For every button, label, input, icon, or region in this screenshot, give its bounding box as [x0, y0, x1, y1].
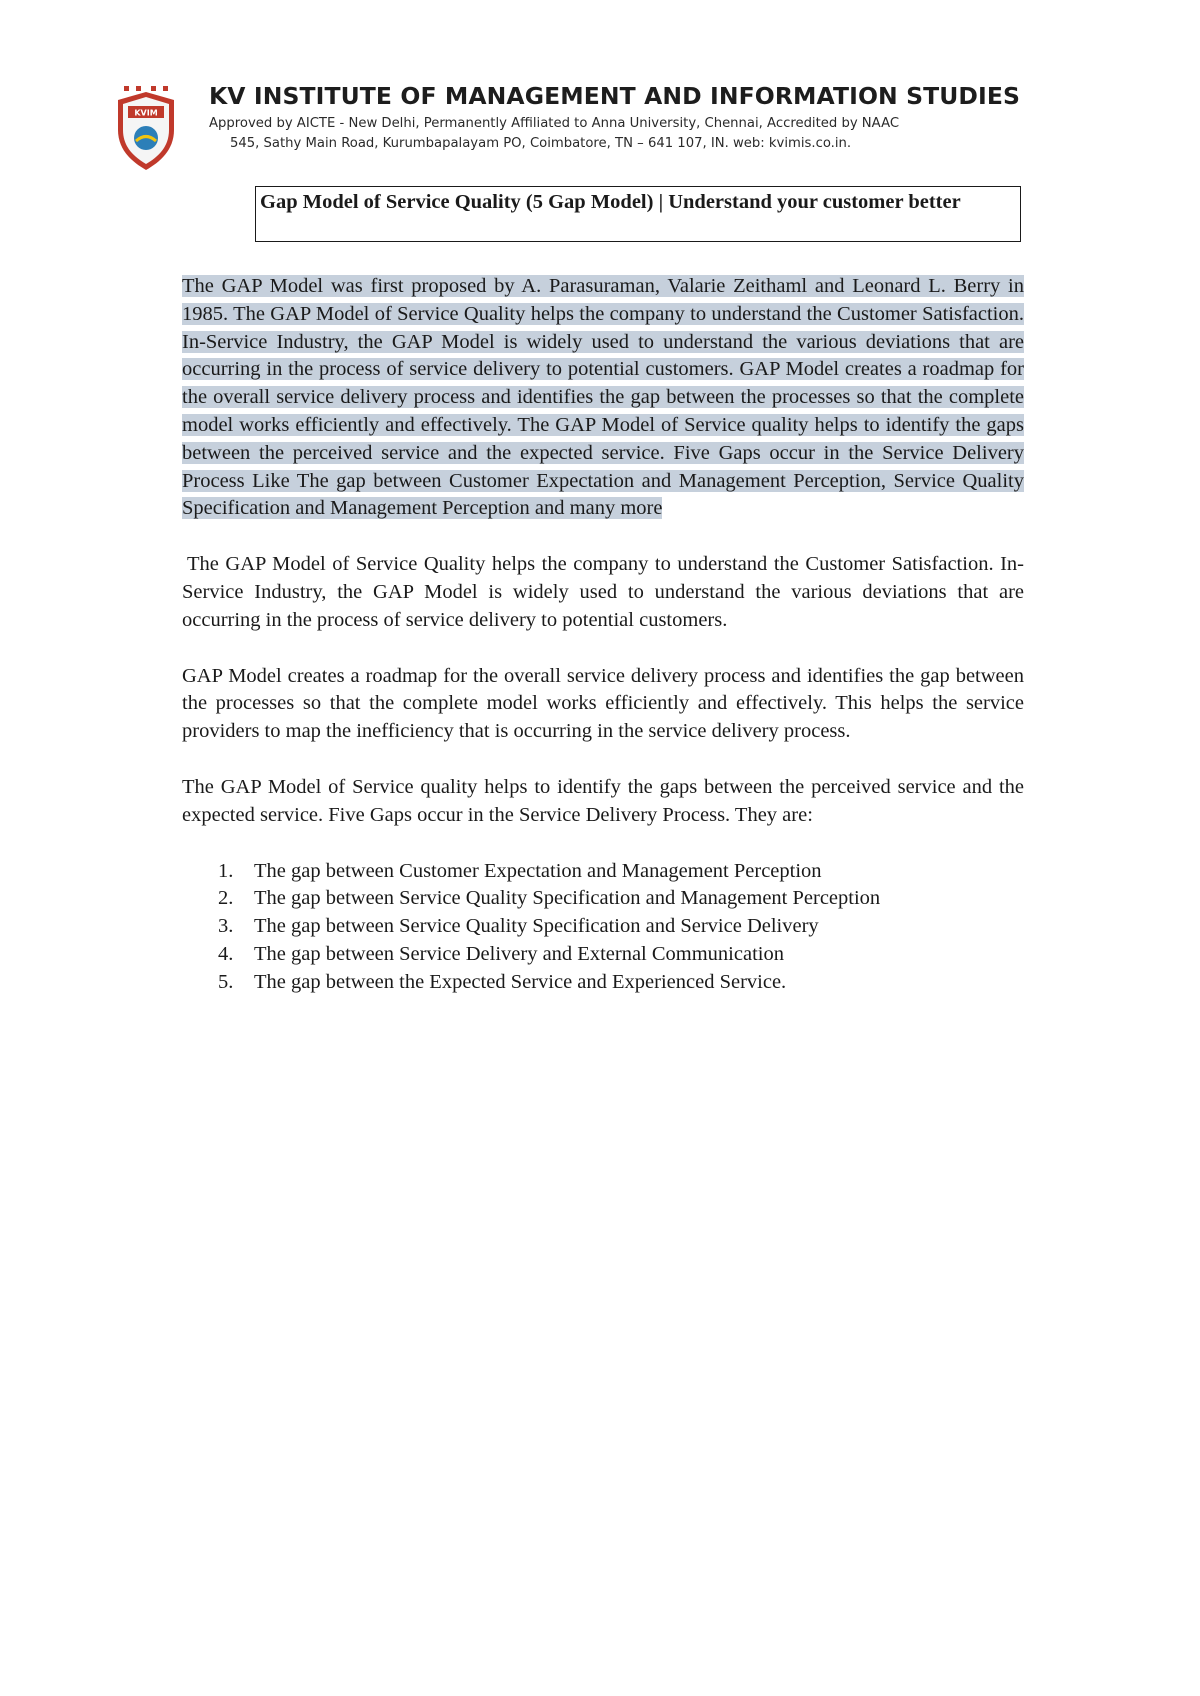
list-item — [182, 858, 1024, 886]
list-item — [182, 969, 1024, 997]
gap-list — [182, 858, 1024, 997]
document-body — [182, 273, 1024, 997]
institute-info — [209, 82, 1069, 151]
paragraph-five-gaps: The GAP Model of Service quality helps to identify the gaps between the perceived service and the expected service. Five Gaps occur in the Service Delivery Process. They are: — [182, 775, 1024, 826]
paragraph-roadmap: GAP Model creates a roadmap for the overall service delivery process and identifies the gap between the processes so that the complete model works efficiently and effectively. This helps the service providers to map the inefficiency that is occurring in the service delivery process. — [182, 664, 1024, 743]
list-number: 2. — [218, 887, 234, 910]
selected-text[interactable]: The GAP Model was first proposed by A. Parasuraman, Valarie Zeithaml and Leonard L. Berry in 1985. The GAP Model of Service Quality helps the company to understand the Customer Satisfaction. In-Service Industry, the GAP Model is widely used to understand the various deviations that are occurring in the process of service delivery to potential customers. GAP Model creates a roadmap for the overall service delivery process and identifies the gap between the processes so that the complete model works efficiently and effectively. The GAP Model of Service quality helps to identify the gaps between the perceived service and the expected service. Five Gaps occur in the Service Delivery Process Like The gap between Customer Expectation and Management Perception, Service Quality Specification and Management Perception and many more — [182, 275, 1024, 520]
list-item — [182, 885, 1024, 913]
institute-crest-icon — [114, 86, 178, 172]
list-number: 1. — [218, 859, 234, 882]
letterhead — [110, 78, 1070, 178]
intro-paragraph[interactable] — [182, 273, 1024, 523]
list-item — [182, 913, 1024, 941]
list-number: 4. — [218, 942, 234, 965]
list-text: The gap between Service Quality Specification and Service Delivery — [254, 915, 819, 938]
list-text: The gap between Service Quality Specification and Management Perception — [254, 887, 881, 910]
list-item — [182, 941, 1024, 969]
list-text: The gap between Customer Expectation and Management Perception — [254, 859, 822, 882]
list-text: The gap between the Expected Service and Experienced Service. — [254, 970, 787, 993]
paragraph-customer-satisfaction: The GAP Model of Service Quality helps the company to understand the Customer Satisfaction. In-Service Industry, the GAP Model is widely used to understand the various deviations that are occurring in the process of service delivery to potential customers. — [182, 553, 1024, 631]
address-line: 545, Sathy Main Road, Kurumbapalayam PO, Coimbatore, TN – 641 107, IN. web: kvimis.co.in. — [230, 136, 852, 151]
approval-line: Approved by AICTE - New Delhi, Permanently Affiliated to Anna University, Chennai, Accredited by NAAC — [209, 116, 900, 131]
document-title: Gap Model of Service Quality (5 Gap Model) | Understand your customer better — [255, 186, 1021, 242]
list-number: 5. — [218, 970, 234, 993]
list-text: The gap between Service Delivery and External Communication — [254, 942, 784, 965]
institute-name: KV INSTITUTE OF MANAGEMENT AND INFORMATION STUDIES — [209, 82, 1021, 110]
list-number: 3. — [218, 915, 234, 938]
logo-text: KVIM — [134, 108, 158, 118]
